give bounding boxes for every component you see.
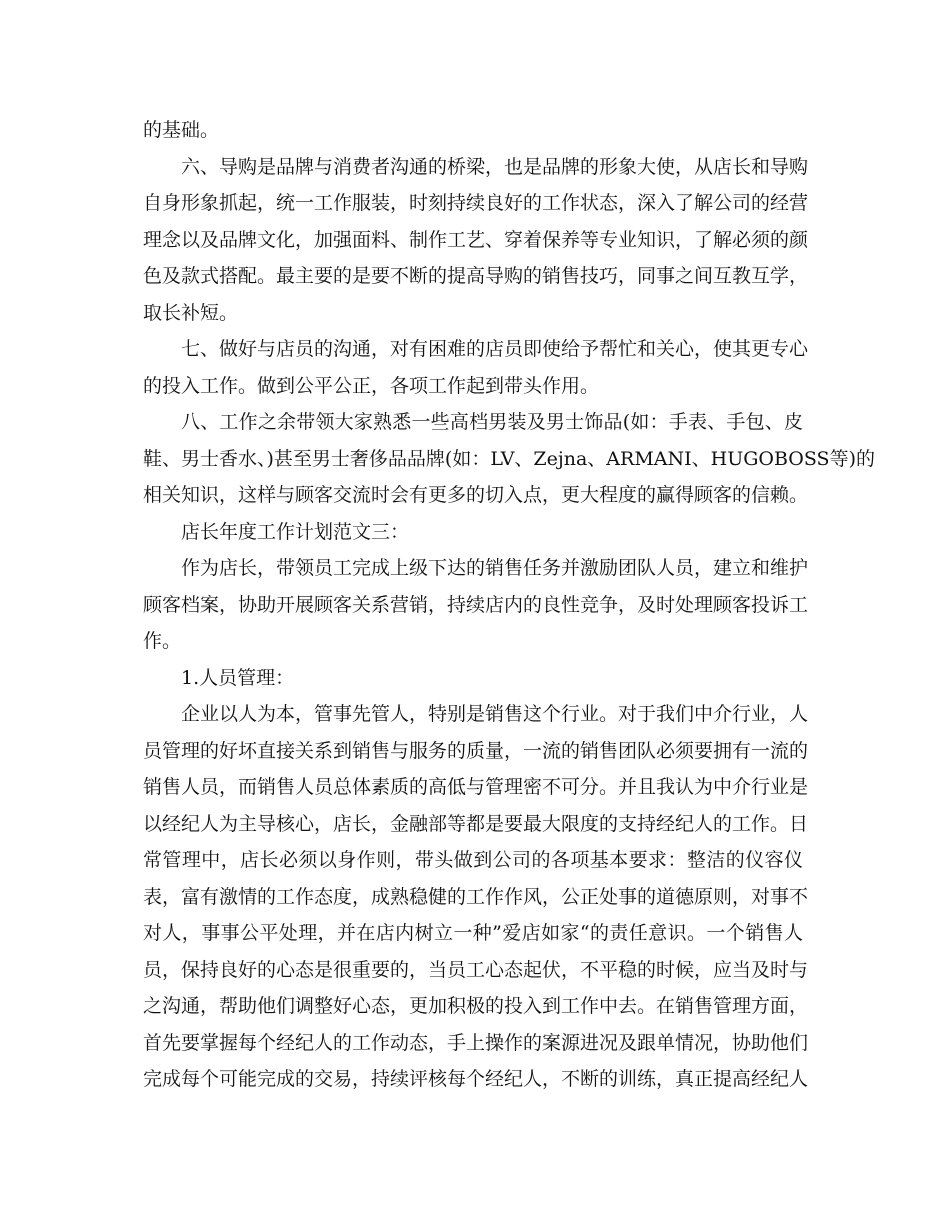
text-line: 之沟通，帮助他们调整好心态，更加积极的投入到工作中去。在销售管理方面， bbox=[143, 995, 809, 1017]
text-line: 作为店长，带领员工完成上级下达的销售任务并激励团队人员，建立和维护 bbox=[181, 557, 809, 579]
text-line: 常管理中，店长必须以身作则，带头做到公司的各项基本要求：整洁的仪容仪 bbox=[143, 849, 803, 871]
text-line: 七、做好与店员的沟通，对有困难的店员即使给予帮忙和关心，使其更专心 bbox=[181, 338, 809, 360]
text-line: 作。 bbox=[143, 630, 182, 652]
text-line: 以经纪人为主导核心，店长，金融部等都是要最大限度的支持经纪人的工作。日 bbox=[143, 813, 809, 835]
text-line: 八、工作之余带领大家熟悉一些高档男装及男士饰品(如：手表、手包、皮 bbox=[181, 411, 803, 433]
text-line: 取长补短。 bbox=[143, 302, 239, 324]
text-line: 的基础。 bbox=[143, 119, 220, 141]
text-line: 首先要掌握每个经纪人的工作动态，手上操作的案源进况及跟单情况，协助他们 bbox=[143, 1032, 809, 1054]
text-line: 的投入工作。做到公平公正，各项工作起到带头作用。 bbox=[143, 375, 600, 397]
text-line: 相关知识，这样与顾客交流时会有更多的切入点，更大程度的赢得顾客的信赖。 bbox=[143, 484, 809, 506]
text-line: 自身形象抓起，统一工作服装，时刻持续良好的工作状态，深入了解公司的经营 bbox=[143, 192, 809, 214]
text-line: 色及款式搭配。最主要的是要不断的提高导购的销售技巧，同事之间互教互学， bbox=[143, 265, 809, 287]
text-line: 鞋、男士香水、)甚至男士奢侈品品牌(如：LV、Zejna、ARMANI、HUGOBOSS等)的 bbox=[143, 448, 875, 470]
text-line: 理念以及品牌文化，加强面料、制作工艺、穿着保养等专业知识，了解必须的颜 bbox=[143, 229, 809, 251]
text-line: 六、导购是品牌与消费者沟通的桥梁，也是品牌的形象大使，从店长和导购 bbox=[181, 156, 809, 178]
text-line: 顾客档案，协助开展顾客关系营销，持续店内的良性竞争，及时处理顾客投诉工 bbox=[143, 594, 809, 616]
text-line: 员，保持良好的心态是很重要的，当员工心态起伏，不平稳的时候，应当及时与 bbox=[143, 959, 809, 981]
text-line: 员管理的好坏直接关系到销售与服务的质量，一流的销售团队必须要拥有一流的 bbox=[143, 740, 809, 762]
text-line: 店长年度工作计划范文三： bbox=[181, 521, 410, 543]
text-line: 完成每个可能完成的交易，持续评核每个经纪人，不断的训练，真正提高经纪人 bbox=[143, 1068, 809, 1090]
text-line: 对人，事事公平处理，并在店内树立一种”爱店如家“的责任意识。一个销售人 bbox=[143, 922, 803, 944]
text-line: 销售人员，而销售人员总体素质的高低与管理密不可分。并且我认为中介行业是 bbox=[143, 776, 809, 798]
text-line: 1.人员管理： bbox=[181, 667, 295, 689]
text-line: 表，富有激情的工作态度，成熟稳健的工作作风，公正处事的道德原则，对事不 bbox=[143, 886, 809, 908]
text-line: 企业以人为本，管事先管人，特别是销售这个行业。对于我们中介行业，人 bbox=[181, 703, 809, 725]
